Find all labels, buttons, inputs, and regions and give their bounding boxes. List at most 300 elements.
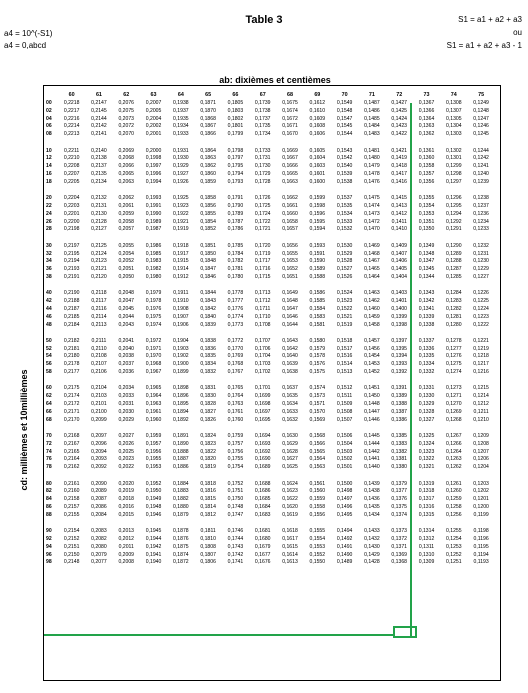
- table-cell: 0,1498: [336, 488, 353, 495]
- table-cell: 0,1722: [254, 218, 271, 225]
- table-cell: 0,1209: [473, 433, 489, 440]
- table-cell: 0,1653: [282, 258, 298, 265]
- table-cell: 0,1601: [309, 170, 326, 177]
- table-cell: 0,1651: [282, 273, 298, 280]
- table-cell: 0,1822: [200, 448, 216, 455]
- table-row: [44, 488, 500, 496]
- table-row: [44, 464, 500, 472]
- table-cell: 0,1543: [336, 147, 353, 154]
- table-cell: 0,2013: [118, 528, 135, 535]
- table-cell: 0,1615: [282, 543, 298, 550]
- table-cell: 0,2075: [118, 107, 135, 114]
- table-cell: 0,1708: [254, 321, 271, 328]
- table-cell: 0,1770: [227, 345, 244, 352]
- table-cell: 0,1622: [282, 496, 298, 503]
- table-cell: 0,1993: [145, 195, 162, 202]
- table-cell: 0,2145: [91, 107, 107, 114]
- group-spacer: [44, 424, 500, 433]
- table-cell: 0,1784: [227, 250, 244, 257]
- table-cell: 0,2218: [63, 100, 80, 106]
- table-cell: 0,1319: [418, 480, 435, 487]
- table-cell: 0,1738: [254, 107, 271, 114]
- table-cell: 0,1629: [282, 440, 298, 447]
- table-cell: 0,1735: [254, 123, 271, 130]
- table-cell: 0,1593: [309, 242, 326, 249]
- row-label: 32: [46, 250, 52, 257]
- row-label: 70: [46, 433, 52, 440]
- table-cell: 0,2058: [118, 218, 135, 225]
- table-cell: 0,1843: [200, 298, 216, 305]
- table-cell: 0,2203: [63, 202, 80, 209]
- table-cell: 0,1609: [309, 115, 326, 122]
- table-cell: 0,1381: [391, 456, 407, 463]
- table-cell: 0,1669: [282, 147, 298, 154]
- table-cell: 0,1965: [145, 385, 162, 392]
- table-cell: 0,1620: [282, 504, 298, 511]
- table-cell: 0,1508: [336, 408, 353, 415]
- column-header: 61: [95, 92, 102, 98]
- table-row: [44, 544, 500, 552]
- table-cell: 0,1506: [336, 433, 353, 440]
- table-cell: 0,1353: [418, 210, 435, 217]
- table-cell: 0,1266: [446, 440, 462, 447]
- table-cell: 0,1444: [364, 440, 380, 447]
- table-cell: 0,1589: [309, 266, 326, 273]
- table-cell: 0,1532: [336, 226, 353, 233]
- row-label: 64: [46, 401, 52, 408]
- table-row: [44, 559, 500, 567]
- table-cell: 0,1547: [336, 115, 353, 122]
- table-cell: 0,1586: [309, 290, 326, 297]
- table-cell: 0,1578: [309, 353, 326, 360]
- table-cell: 0,1203: [473, 480, 489, 487]
- table-cell: 0,1503: [336, 448, 353, 455]
- table-cell: 0,1660: [282, 210, 298, 217]
- table-cell: 0,1542: [336, 155, 353, 162]
- table-cell: 0,1710: [254, 313, 271, 320]
- table-cell: 0,2162: [63, 464, 80, 471]
- table-cell: 0,1219: [473, 345, 489, 352]
- table-cell: 0,1803: [227, 107, 244, 114]
- table-cell: 0,1369: [391, 551, 407, 558]
- table-cell: 0,1530: [336, 242, 353, 249]
- table-cell: 0,1472: [364, 218, 380, 225]
- table-cell: 0,1600: [309, 178, 326, 185]
- table-cell: 0,1919: [173, 226, 189, 233]
- table-row: [44, 290, 500, 298]
- table-cell: 0,1671: [282, 123, 298, 130]
- highlight-row-line: [44, 634, 394, 636]
- table-cell: 0,1929: [173, 163, 189, 170]
- table-cell: 0,1734: [254, 131, 271, 138]
- table-cell: 0,1360: [418, 155, 435, 162]
- table-cell: 0,1518: [336, 337, 353, 344]
- row-label: 00: [46, 100, 52, 106]
- table-cell: 0,1246: [473, 123, 489, 130]
- table-cell: 0,1765: [227, 385, 244, 392]
- table-cell: 0,1927: [173, 170, 189, 177]
- table-cell: 0,1662: [282, 195, 298, 202]
- table-cell: 0,1502: [336, 456, 353, 463]
- table-cell: 0,1564: [309, 456, 326, 463]
- table-cell: 0,1680: [254, 536, 271, 542]
- table-cell: 0,1661: [282, 202, 298, 209]
- table-cell: 0,2175: [63, 385, 80, 392]
- row-label: 52: [46, 345, 52, 352]
- table-cell: 0,1259: [446, 496, 462, 503]
- highlight-column-line: [410, 103, 412, 638]
- table-cell: 0,1373: [391, 528, 407, 535]
- table-cell: 0,1214: [473, 393, 489, 400]
- table-cell: 0,1347: [418, 258, 435, 265]
- formula-left-line-2: a4 = 0,abcd: [4, 41, 47, 50]
- table-row: [44, 306, 500, 314]
- table-cell: 0,1348: [418, 250, 435, 257]
- table-cell: 0,1574: [309, 385, 326, 392]
- table-cell: 0,2134: [91, 178, 107, 185]
- table-cell: 0,1294: [446, 210, 462, 217]
- table-cell: 0,1218: [473, 353, 489, 360]
- table-cell: 0,2063: [118, 178, 135, 185]
- table-cell: 0,1310: [418, 551, 435, 558]
- table-cell: 0,1871: [200, 100, 216, 106]
- table-cell: 0,2140: [91, 147, 107, 154]
- table-cell: 0,2059: [118, 210, 135, 217]
- table-cell: 0,1527: [336, 266, 353, 273]
- table-cell: 0,1403: [391, 290, 407, 297]
- table-cell: 0,1516: [336, 353, 353, 360]
- table-cell: 0,1261: [446, 480, 462, 487]
- table-cell: 0,2167: [63, 440, 80, 447]
- table-cell: 0,1810: [200, 536, 216, 542]
- table-cell: 0,1806: [200, 559, 216, 566]
- table-cell: 0,1935: [173, 115, 189, 122]
- row-label: 26: [46, 218, 52, 225]
- table-cell: 0,2076: [118, 100, 135, 106]
- table-cell: 0,1423: [391, 123, 407, 130]
- table-cell: 0,1716: [254, 266, 271, 273]
- table-cell: 0,1665: [282, 170, 298, 177]
- table-cell: 0,1778: [227, 290, 244, 297]
- table-cell: 0,1237: [473, 202, 489, 209]
- table-cell: 0,2208: [63, 163, 80, 170]
- table-cell: 0,1963: [145, 401, 162, 408]
- table-cell: 0,1497: [336, 496, 353, 503]
- table-cell: 0,2130: [91, 210, 107, 217]
- table-cell: 0,2093: [91, 456, 107, 463]
- table-cell: 0,1569: [309, 416, 326, 423]
- table-cell: 0,1827: [200, 408, 216, 415]
- table-cell: 0,1703: [254, 361, 271, 368]
- table-cell: 0,1614: [282, 551, 298, 558]
- table-cell: 0,1486: [364, 107, 380, 114]
- table-cell: 0,2033: [118, 393, 135, 400]
- table-cell: 0,2054: [118, 250, 135, 257]
- row-label: 46: [46, 313, 52, 320]
- row-label: 82: [46, 488, 52, 495]
- table-cell: 0,1255: [446, 528, 462, 535]
- table-cell: 0,2009: [118, 551, 135, 558]
- table-cell: 0,2121: [91, 266, 107, 273]
- table-cell: 0,2096: [91, 440, 107, 447]
- table-cell: 0,2142: [91, 123, 107, 130]
- table-cell: 0,2118: [91, 290, 107, 297]
- table-cell: 0,1512: [336, 385, 353, 392]
- table-cell: 0,1583: [309, 313, 326, 320]
- table-cell: 0,2055: [118, 242, 135, 249]
- table-cell: 0,2185: [63, 313, 80, 320]
- table-cell: 0,2004: [145, 115, 162, 122]
- table-cell: 0,2164: [63, 456, 80, 463]
- table-cell: 0,2148: [63, 559, 80, 566]
- table-row: [44, 100, 500, 108]
- table-cell: 0,1480: [364, 155, 380, 162]
- table-cell: 0,2061: [118, 202, 135, 209]
- formula-right-line-2: ou: [513, 28, 522, 37]
- table-cell: 0,1989: [145, 218, 162, 225]
- table-cell: 0,1859: [200, 178, 216, 185]
- group-spacer: [44, 282, 500, 291]
- table-cell: 0,1630: [282, 433, 298, 440]
- table-cell: 0,2157: [63, 504, 80, 511]
- row-label: 30: [46, 242, 52, 249]
- table-cell: 0,2020: [118, 480, 135, 487]
- table-cell: 0,1713: [254, 290, 271, 297]
- column-header: 75: [478, 92, 485, 98]
- table-cell: 0,1656: [282, 242, 298, 249]
- table-cell: 0,1906: [173, 321, 189, 328]
- table-cell: 0,1256: [446, 511, 462, 518]
- table-cell: 0,1940: [145, 559, 162, 566]
- table-row: [44, 314, 500, 322]
- table-cell: 0,1223: [473, 313, 489, 320]
- table-cell: 0,2178: [63, 361, 80, 368]
- table-cell: 0,1918: [173, 242, 189, 249]
- table-cell: 0,2217: [63, 107, 80, 114]
- table-cell: 0,1884: [173, 480, 189, 487]
- row-label: 96: [46, 551, 52, 558]
- table-row: [44, 251, 500, 259]
- table-row: [44, 243, 500, 251]
- table-cell: 0,2211: [64, 147, 80, 154]
- table-row: [44, 552, 500, 560]
- table-cell: 0,1767: [227, 369, 244, 376]
- table-cell: 0,1305: [446, 115, 462, 122]
- table-cell: 0,2092: [91, 464, 107, 471]
- table-cell: 0,1599: [309, 195, 326, 202]
- table-row: [44, 409, 500, 417]
- table-cell: 0,1217: [473, 361, 489, 368]
- table-cell: 0,1719: [254, 250, 271, 257]
- table-cell: 0,1737: [254, 115, 271, 122]
- group-spacer: [44, 139, 500, 148]
- table-cell: 0,1301: [446, 155, 462, 162]
- table-cell: 0,1742: [227, 551, 244, 558]
- table-cell: 0,2205: [63, 178, 80, 185]
- table-cell: 0,1528: [336, 258, 353, 265]
- table-cell: 0,1814: [200, 504, 216, 511]
- table-cell: 0,1751: [227, 488, 244, 495]
- row-label: 18: [46, 178, 52, 185]
- table-cell: 0,1316: [418, 504, 435, 511]
- table-cell: 0,1634: [282, 401, 298, 408]
- table-cell: 0,1492: [336, 536, 353, 542]
- table-cell: 0,1199: [473, 511, 489, 518]
- table-cell: 0,1304: [446, 123, 462, 130]
- table-row: [44, 504, 500, 512]
- table-cell: 0,1922: [173, 210, 189, 217]
- table-cell: 0,2048: [118, 290, 135, 297]
- table-cell: 0,1372: [391, 536, 407, 542]
- group-spacer: [44, 520, 500, 529]
- table-cell: 0,1860: [200, 170, 216, 177]
- table-cell: 0,1379: [391, 480, 407, 487]
- table-cell: 0,1692: [254, 448, 271, 455]
- table-cell: 0,2111: [91, 337, 107, 344]
- table-cell: 0,1677: [254, 551, 271, 558]
- table-cell: 0,1839: [200, 321, 216, 328]
- table-cell: 0,1739: [254, 100, 271, 106]
- column-header: 70: [341, 92, 348, 98]
- table-cell: 0,2050: [118, 273, 135, 280]
- table-cell: 0,2029: [118, 416, 135, 423]
- table-cell: 0,2051: [118, 266, 135, 273]
- formula-left: [4, 28, 52, 52]
- table-cell: 0,1786: [227, 226, 244, 233]
- column-header: 67: [259, 92, 266, 98]
- table-cell: 0,1485: [364, 115, 380, 122]
- table-cell: 0,1613: [282, 559, 298, 566]
- table-cell: 0,1242: [473, 155, 489, 162]
- table-cell: 0,1539: [336, 170, 353, 177]
- table-cell: 0,1876: [173, 536, 189, 542]
- table-cell: 0,1946: [145, 511, 162, 518]
- table-cell: 0,1566: [309, 440, 326, 447]
- table-cell: 0,1215: [473, 385, 489, 392]
- table-cell: 0,1880: [173, 504, 189, 511]
- table-row: [44, 456, 500, 464]
- table-cell: 0,1702: [254, 369, 271, 376]
- table-cell: 0,1248: [473, 107, 489, 114]
- table-cell: 0,1931: [173, 147, 189, 154]
- table-cell: 0,1467: [364, 258, 380, 265]
- table-cell: 0,1407: [391, 250, 407, 257]
- column-axis-label: ab: dixièmes et centièmes: [219, 75, 331, 85]
- table-cell: 0,1892: [173, 416, 189, 423]
- table-cell: 0,1872: [173, 559, 189, 566]
- table-cell: 0,1433: [364, 528, 380, 535]
- table-cell: 0,1411: [391, 218, 407, 225]
- table-row: [44, 203, 500, 211]
- row-label: 76: [46, 456, 52, 463]
- table-cell: 0,1334: [418, 361, 435, 368]
- table-cell: 0,2197: [63, 242, 80, 249]
- table-cell: 0,2012: [118, 536, 135, 542]
- table-cell: 0,1465: [364, 266, 380, 273]
- table-cell: 0,1275: [446, 361, 462, 368]
- table-cell: 0,1956: [145, 448, 162, 455]
- table-cell: 0,1343: [418, 290, 435, 297]
- table-cell: 0,1391: [391, 385, 407, 392]
- table-cell: 0,1484: [364, 123, 380, 130]
- table-cell: 0,2158: [63, 496, 80, 503]
- table-cell: 0,2038: [118, 353, 135, 360]
- row-label: 34: [46, 258, 52, 265]
- table-cell: 0,1268: [446, 416, 462, 423]
- table-cell: 0,2103: [91, 393, 107, 400]
- table-cell: 0,1339: [418, 313, 435, 320]
- table-cell: 0,1707: [254, 337, 271, 344]
- table-row: [44, 385, 500, 393]
- row-label: 28: [46, 226, 52, 233]
- table-cell: 0,1811: [200, 528, 216, 535]
- table-cell: 0,1458: [364, 321, 380, 328]
- formula-right-line-1: S1 = a1 + a2 + a3: [458, 15, 522, 24]
- table-cell: 0,2150: [63, 551, 80, 558]
- table-cell: 0,1878: [173, 528, 189, 535]
- table-cell: 0,1377: [391, 488, 407, 495]
- table-cell: 0,1980: [145, 273, 162, 280]
- table-cell: 0,1942: [145, 543, 162, 550]
- table-cell: 0,2087: [91, 496, 107, 503]
- table-cell: 0,1808: [200, 543, 216, 550]
- table-cell: 0,1558: [309, 504, 326, 511]
- table-cell: 0,1888: [173, 448, 189, 455]
- table-cell: 0,1690: [254, 456, 271, 463]
- table-cell: 0,1846: [200, 273, 216, 280]
- table-cell: 0,1432: [364, 536, 380, 542]
- table-cell: 0,1575: [309, 369, 326, 376]
- table-cell: 0,1468: [364, 250, 380, 257]
- table-cell: 0,1367: [418, 100, 435, 106]
- table-row: [44, 449, 500, 457]
- table-cell: 0,1983: [145, 258, 162, 265]
- table-cell: 0,1195: [473, 543, 489, 550]
- table-cell: 0,1221: [473, 337, 489, 344]
- table-cell: 0,1777: [227, 298, 244, 305]
- row-label: 68: [46, 416, 52, 423]
- table-cell: 0,1198: [473, 528, 489, 535]
- table-cell: 0,1886: [173, 464, 189, 471]
- table-cell: 0,1816: [200, 488, 216, 495]
- table-cell: 0,1392: [391, 369, 407, 376]
- table-cell: 0,1902: [173, 353, 189, 360]
- row-label: 42: [46, 298, 52, 305]
- table-cell: 0,1470: [364, 226, 380, 233]
- table-cell: 0,1642: [282, 345, 298, 352]
- table-cell: 0,2023: [118, 456, 135, 463]
- table-cell: 0,1715: [254, 273, 271, 280]
- table-cell: 0,1923: [173, 202, 189, 209]
- table-cell: 0,1509: [336, 401, 353, 408]
- table-cell: 0,1882: [173, 496, 189, 503]
- table-cell: 0,1791: [227, 195, 244, 202]
- table-cell: 0,1967: [145, 369, 162, 376]
- row-label: 12: [46, 155, 52, 162]
- table-cell: 0,2041: [118, 337, 135, 344]
- column-header: 68: [287, 92, 294, 98]
- table-cell: 0,1903: [173, 345, 189, 352]
- table-cell: 0,2052: [118, 258, 135, 265]
- row-label: 98: [46, 559, 52, 566]
- table-cell: 0,2065: [118, 170, 135, 177]
- table-cell: 0,1534: [336, 210, 353, 217]
- table-cell: 0,2125: [91, 242, 107, 249]
- table-cell: 0,2019: [118, 488, 135, 495]
- table-cell: 0,2036: [118, 369, 135, 376]
- table-cell: 0,2069: [118, 147, 135, 154]
- table-cell: 0,2094: [91, 448, 107, 455]
